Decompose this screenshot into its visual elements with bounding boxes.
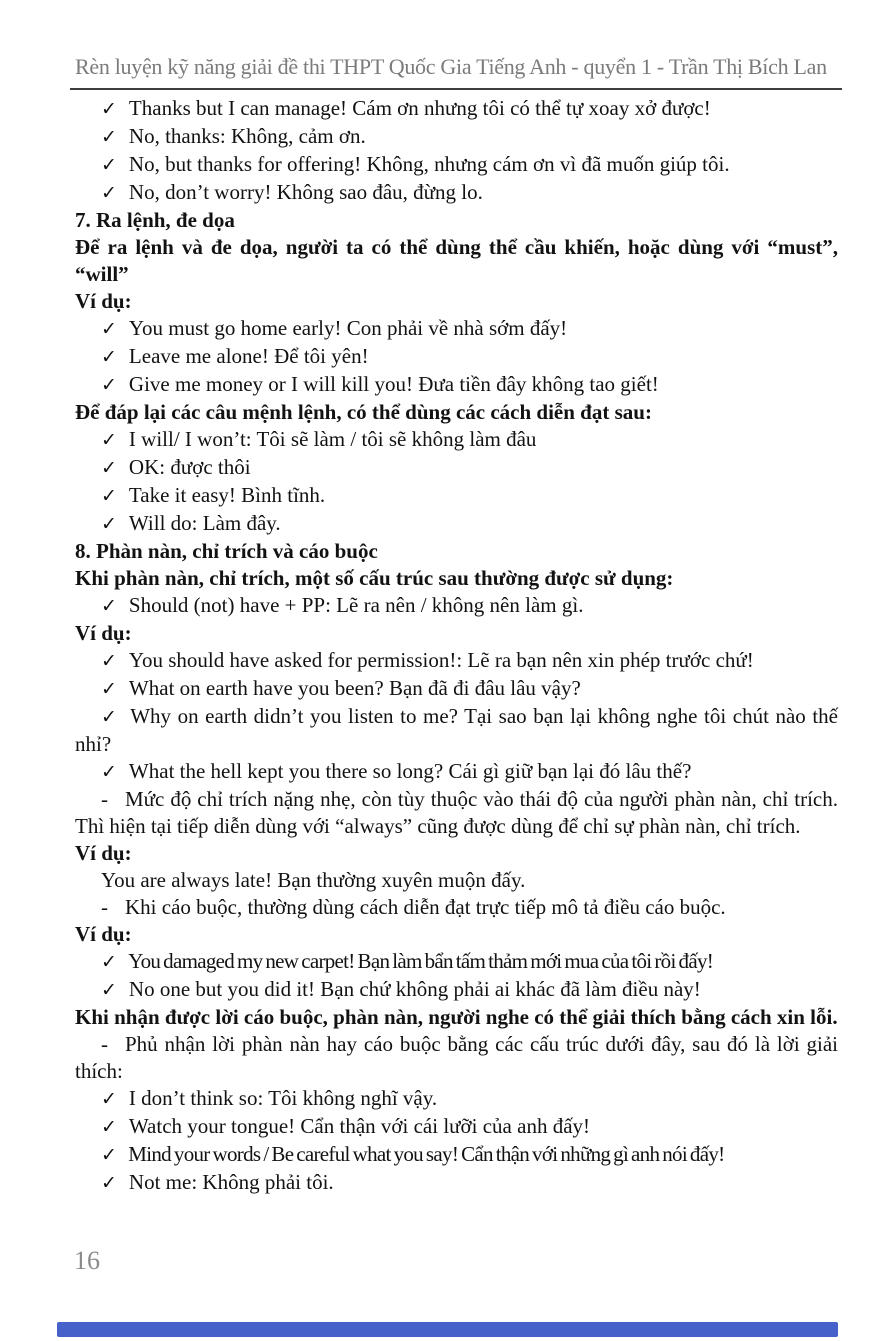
- check-item: [75, 675, 838, 703]
- check-item: [75, 123, 838, 151]
- check-item: [75, 482, 838, 510]
- check-item: [75, 976, 838, 1004]
- block-text: I don’t think so: Tôi không nghĩ vậy.: [128, 1086, 438, 1110]
- bold-paragraph: [75, 565, 838, 592]
- checkmark-icon: ✓: [101, 1172, 117, 1194]
- bold-paragraph: [75, 840, 838, 867]
- bold-paragraph: [75, 399, 838, 426]
- checkmark-icon: ✓: [101, 374, 117, 396]
- checkmark-icon: ✓: [101, 1116, 117, 1138]
- block-text: I will/ I won’t: Tôi sẽ làm / tôi sẽ không làm đâu: [128, 427, 537, 451]
- check-item: [75, 1085, 838, 1113]
- page-number: 16: [74, 1246, 100, 1275]
- checkmark-icon: ✓: [101, 761, 117, 783]
- check-item: [75, 315, 838, 343]
- bold-paragraph: [75, 921, 838, 948]
- block-text: Not me: Không phải tôi.: [128, 1170, 334, 1194]
- block-text: You should have asked for permission!: Lẽ ra bạn nên xin phép trước chứ!: [128, 648, 754, 672]
- block-text: Should (not) have + PP: Lẽ ra nên / không nên làm gì.: [128, 593, 584, 617]
- page-header-title: Rèn luyện kỹ năng giải đề thi THPT Quốc Gia Tiếng Anh - quyển 1 - Trần Thị Bích Lan: [75, 54, 827, 79]
- check-item: [75, 151, 838, 179]
- check-item: [75, 95, 838, 123]
- section-heading: [75, 538, 838, 565]
- checkmark-icon: ✓: [101, 678, 117, 700]
- check-item: [75, 371, 838, 399]
- block-text: Watch your tongue! Cẩn thận với cái lưỡi của anh đấy!: [128, 1114, 591, 1138]
- bold-paragraph: [75, 288, 838, 315]
- block-text: You damaged my new carpet! Bạn làm bẩn tấm thảm mới mua của tôi rồi đấy!: [128, 949, 714, 973]
- content-blocks: [75, 95, 838, 1197]
- checkmark-icon: ✓: [101, 485, 117, 507]
- block-text: Khi cáo buộc, thường dùng cách diễn đạt trực tiếp mô tả điều cáo buộc.: [125, 895, 726, 919]
- block-text: Ví dụ:: [75, 841, 132, 865]
- block-text: 7. Ra lệnh, đe dọa: [75, 208, 235, 232]
- block-text: Phủ nhận lời phàn nàn hay cáo buộc bằng các cấu trúc dưới đây, sau đó là lời giải thích:: [75, 1032, 838, 1083]
- check-item: [75, 758, 838, 786]
- block-text: Khi nhận được lời cáo buộc, phàn nàn, người nghe có thể giải thích bằng cách xin lỗi.: [75, 1005, 838, 1029]
- check-item: [75, 703, 838, 758]
- check-item: [75, 647, 838, 675]
- block-text: Thanks but I can manage! Cám ơn nhưng tôi có thể tự xoay xở được!: [128, 96, 711, 120]
- block-text: 8. Phàn nàn, chỉ trích và cáo buộc: [75, 539, 378, 563]
- block-text: Ví dụ:: [75, 289, 132, 313]
- check-item: [75, 454, 838, 482]
- check-item: [75, 948, 838, 976]
- dash-item: [75, 1031, 838, 1085]
- dash-icon: -: [101, 787, 108, 811]
- block-text: Mức độ chỉ trích nặng nhẹ, còn tùy thuộc vào thái độ của người phàn nàn, chỉ trích. Thì hiện tại tiếp diễn dùng với “always” cũng được dùng để chỉ sự phàn nàn, chỉ trích.: [75, 787, 838, 838]
- block-text: No, thanks: Không, cảm ơn.: [128, 124, 366, 148]
- block-text: Will do: Làm đây.: [128, 511, 281, 535]
- block-text: Để đáp lại các câu mệnh lệnh, có thể dùng các cách diễn đạt sau:: [75, 400, 652, 424]
- dash-icon: -: [101, 1032, 108, 1056]
- check-item: [75, 426, 838, 454]
- checkmark-icon: ✓: [101, 1144, 117, 1166]
- block-text: No, don’t worry! Không sao đâu, đừng lo.: [128, 180, 483, 204]
- checkmark-icon: ✓: [101, 951, 117, 973]
- check-item: [75, 1141, 838, 1169]
- block-text: Give me money or I will kill you! Đưa tiền đây không tao giết!: [128, 372, 659, 396]
- checkmark-icon: ✓: [101, 979, 117, 1001]
- check-item: [75, 1113, 838, 1141]
- block-text: No one but you did it! Bạn chứ không phải ai khác đã làm điều này!: [128, 977, 701, 1001]
- block-text: You must go home early! Con phải về nhà sớm đấy!: [128, 316, 568, 340]
- checkmark-icon: ✓: [101, 706, 119, 728]
- check-item: [75, 343, 838, 371]
- block-text: What the hell kept you there so long? Cái gì giữ bạn lại đó lâu thế?: [128, 759, 692, 783]
- block-text: You are always late! Bạn thường xuyên muộn đấy.: [101, 868, 526, 892]
- checkmark-icon: ✓: [101, 126, 117, 148]
- paragraph: [75, 867, 838, 894]
- block-text: Ví dụ:: [75, 922, 132, 946]
- checkmark-icon: ✓: [101, 595, 117, 617]
- checkmark-icon: ✓: [101, 318, 117, 340]
- block-text: Why on earth didn’t you listen to me? Tại sao bạn lại không nghe tôi chút nào thế nhỉ?: [75, 704, 838, 756]
- bold-paragraph: [75, 620, 838, 647]
- check-item: [75, 510, 838, 538]
- bold-paragraph: [75, 1004, 838, 1031]
- checkmark-icon: ✓: [101, 513, 117, 535]
- checkmark-icon: ✓: [101, 154, 117, 176]
- dash-icon: -: [101, 895, 108, 919]
- header-divider: [70, 88, 842, 90]
- checkmark-icon: ✓: [101, 650, 117, 672]
- checkmark-icon: ✓: [101, 457, 117, 479]
- checkmark-icon: ✓: [101, 346, 117, 368]
- bold-paragraph: [75, 234, 838, 288]
- block-text: Khi phàn nàn, chỉ trích, một số cấu trúc sau thường được sử dụng:: [75, 566, 674, 590]
- block-text: Ví dụ:: [75, 621, 132, 645]
- block-text: What on earth have you been? Bạn đã đi đâu lâu vậy?: [128, 676, 581, 700]
- block-text: Mind your words / Be careful what you say! Cẩn thận với những gì anh nói đấy!: [128, 1142, 725, 1166]
- check-item: [75, 1169, 838, 1197]
- dash-item: [75, 894, 838, 921]
- check-item: [75, 592, 838, 620]
- checkmark-icon: ✓: [101, 429, 117, 451]
- block-text: Để ra lệnh và đe dọa, người ta có thể dùng thể cầu khiến, hoặc dùng với “must”, “will”: [75, 235, 838, 286]
- block-text: Take it easy! Bình tĩnh.: [128, 483, 326, 507]
- section-heading: [75, 207, 838, 234]
- checkmark-icon: ✓: [101, 182, 117, 204]
- bottom-blue-bar: [57, 1322, 838, 1337]
- dash-item: [75, 786, 838, 840]
- check-item: [75, 179, 838, 207]
- checkmark-icon: ✓: [101, 98, 117, 120]
- block-text: No, but thanks for offering! Không, nhưng cám ơn vì đã muốn giúp tôi.: [128, 152, 730, 176]
- checkmark-icon: ✓: [101, 1088, 117, 1110]
- block-text: Leave me alone! Để tôi yên!: [128, 344, 369, 368]
- block-text: OK: được thôi: [128, 455, 251, 479]
